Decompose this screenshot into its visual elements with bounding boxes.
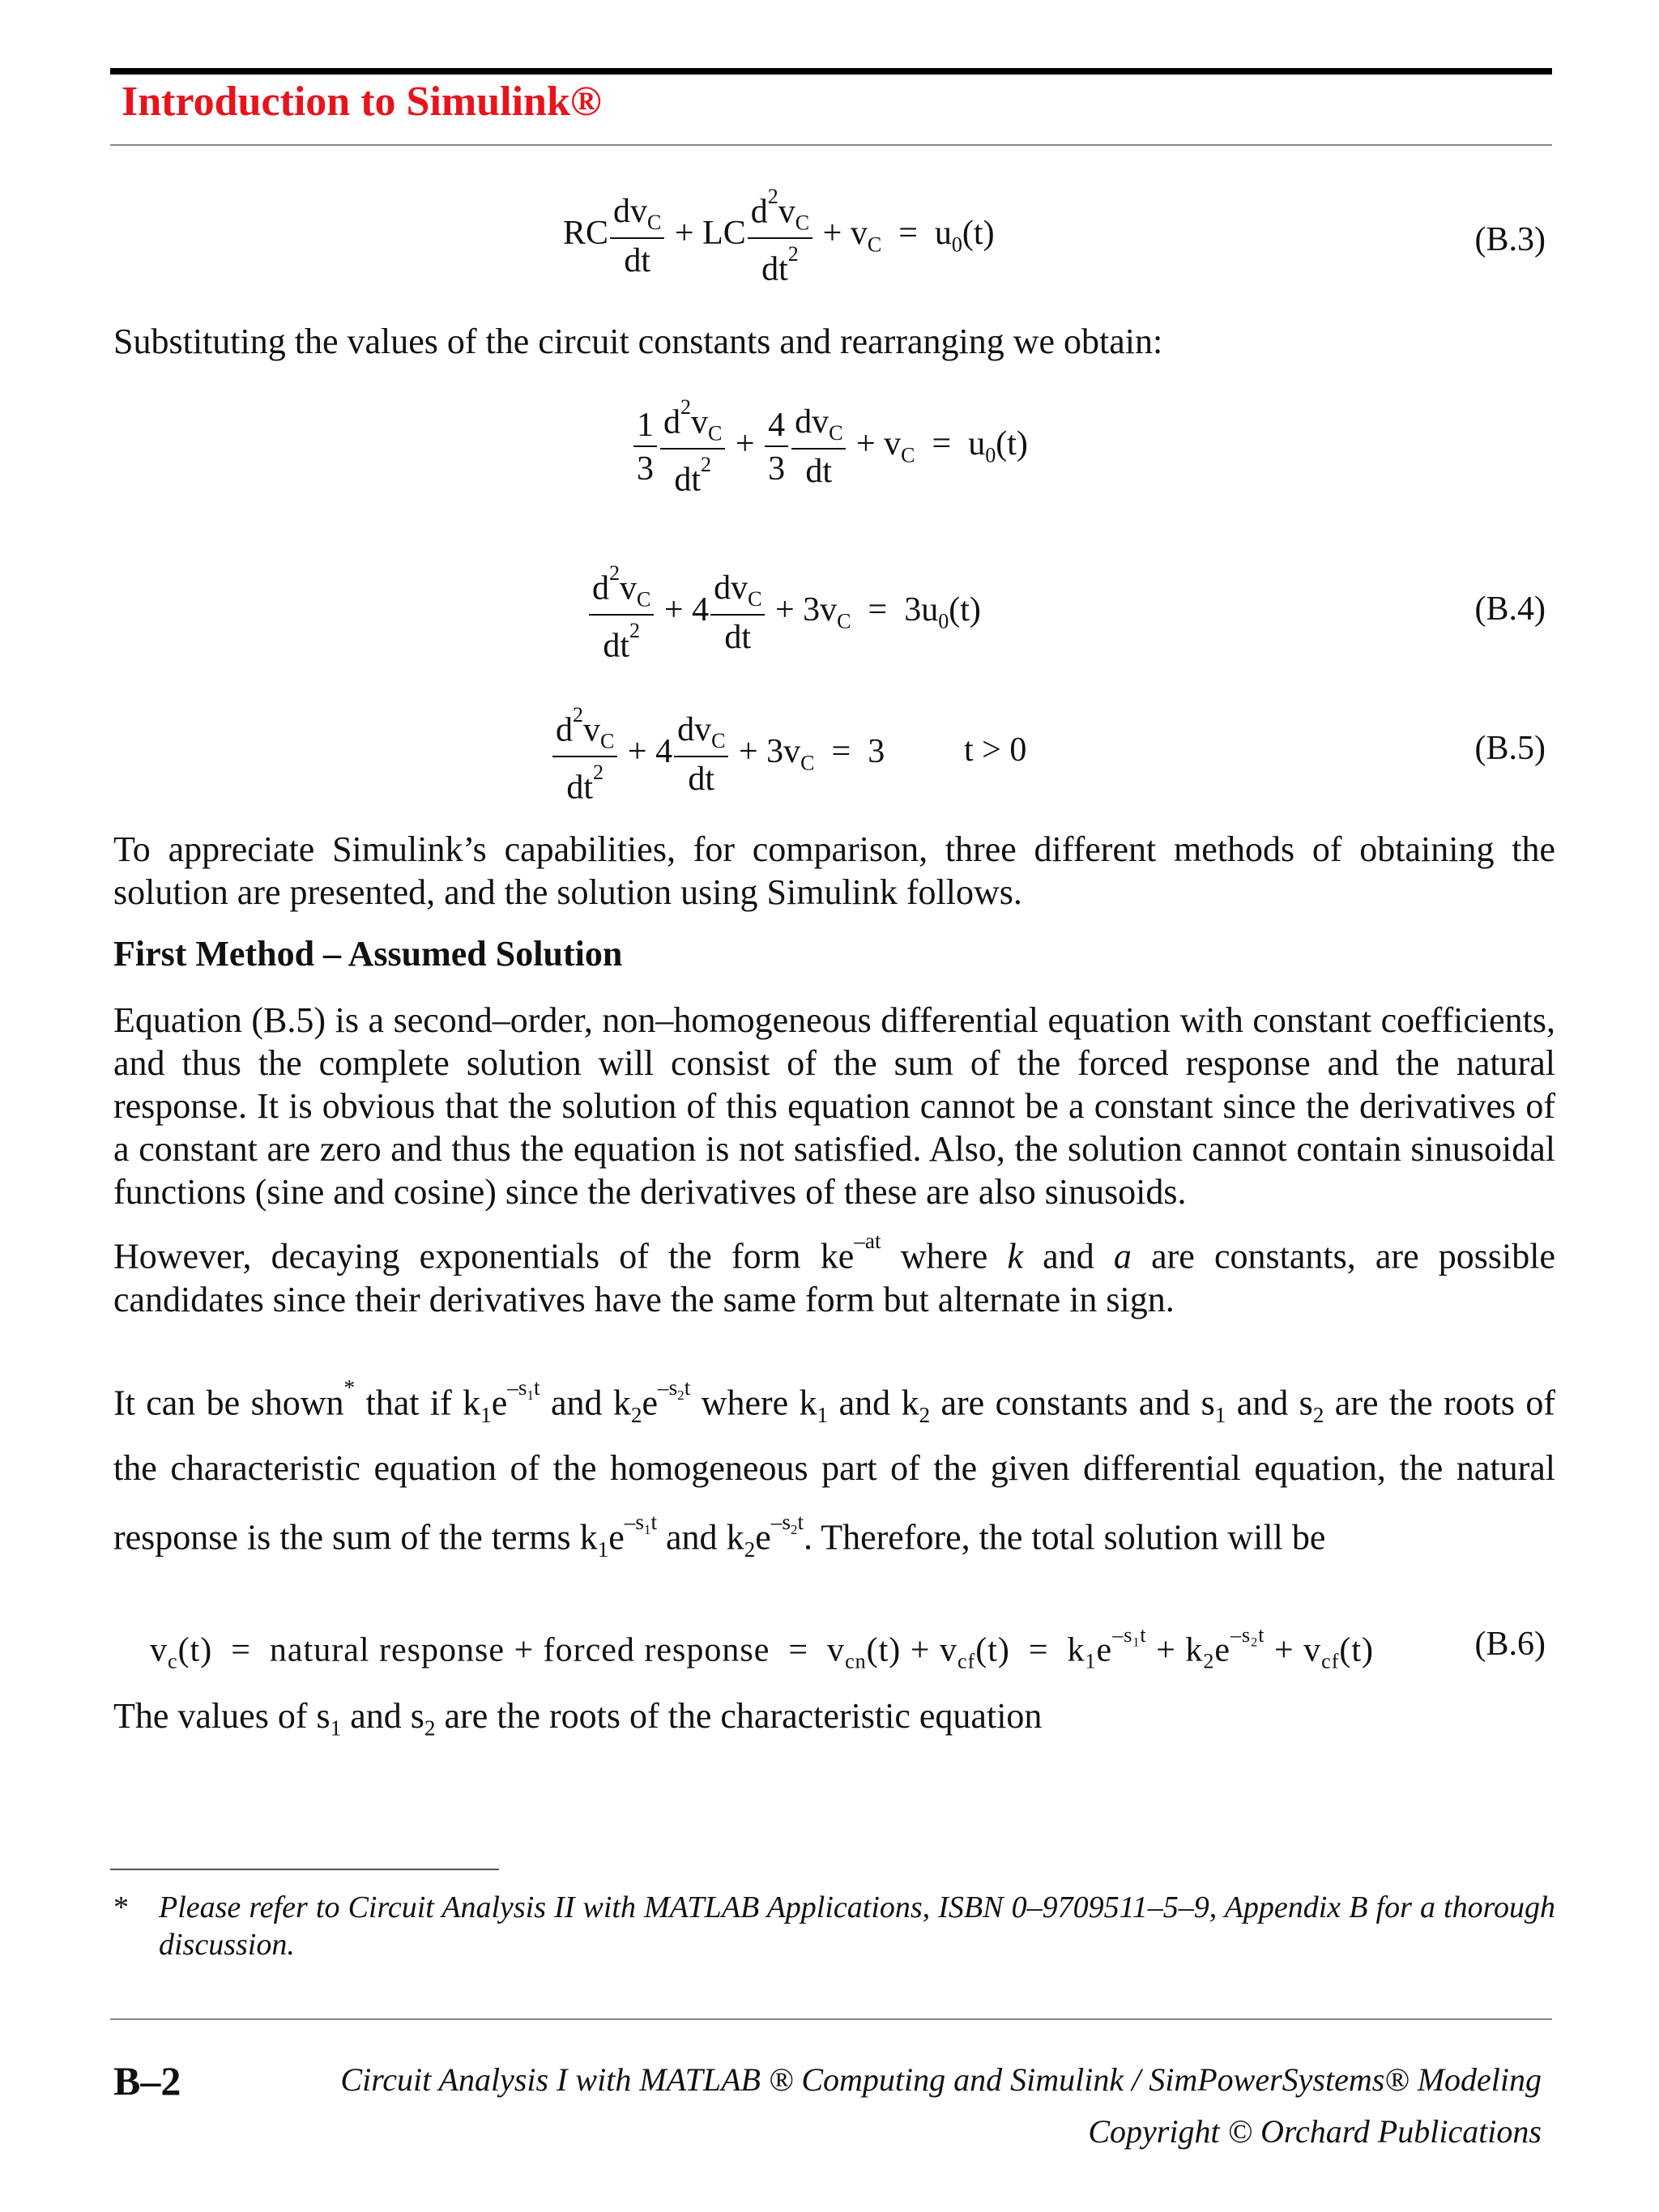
footnote-marker: * <box>113 1890 129 1924</box>
equation-b4: $\frac{d^2v_C}{dt^2}$ + 4 $\frac{dv_C}{dt}$ + $3v_C = 3u_0(t)$ <box>587 563 981 663</box>
equation-b3: RC $\frac{dv_C}{dt}$ + LC $\frac{d^2v_C}{dt^2}$ + $v_C = u_0(t)$ <box>563 185 995 288</box>
page-number: B–2 <box>113 2058 181 2103</box>
equation-b5: $\frac{d^2v_C}{dt^2}$ + 4 $\frac{dv_C}{dt}$ + $3v_C = 3$ <box>551 705 885 804</box>
paragraph-equation-b5-text: Equation (B.5) is a second–order, non–homogeneous differential equation with constant coefficients, and thus the complete solution will consist of the sum of the forced response and the natural response. It is obvious that the solution of this equation cannot be a constant since the derivatives of a constant are zero and thus the equation is not satisfied. Also, the solution cannot contain sinusoidal functions (sine and cosine) since the derivatives of these are also sinusoids. <box>113 1000 1555 1212</box>
paragraph-values: The values of $s_1$ and $s_2$ are the roots of the characteristic equation <box>113 1696 1043 1741</box>
footer-rule <box>110 2018 1552 2020</box>
equation-number-b5: (B.5) <box>1474 730 1546 767</box>
top-rule <box>110 68 1552 75</box>
paragraph-however: However, decaying exponentials of the form $ke^{-at}$ where k and a are constants, are possible candidates since their derivatives have the same form but alternate in sign. <box>113 1229 1556 1319</box>
footnote <box>113 1889 1555 1963</box>
equation-number-b3: (B.3) <box>1474 221 1546 258</box>
paragraph-natural-response: It can be shown* that if $k_1e^{-s_1t}$ and $k_2e^{-s_2t}$ where $k_1$ and $k_2$ are constants and $s_1$ and $s_2$ are the roots of the characteristic equation of the homogeneous part of the given differential equation, the natural response is the sum of the terms $k_1e^{-s_1t}$ and $k_2e^{-s_2t}$. Therefore, the total solution will be <box>113 1375 1556 1562</box>
chapter-title: Introduction to Simulink® <box>122 79 602 125</box>
equation-rearranged: $\frac{1}{3}$ $\frac{d^2v_C}{dt^2}$ + $\frac{4}{3}$ $\frac{dv_C}{dt}$ + $v_C = u_0(t)$ <box>632 397 1028 497</box>
footnote-rule <box>110 1869 499 1870</box>
paragraph-equation-b5 <box>113 999 1555 1321</box>
section-heading: First Method – Assumed Solution <box>113 934 623 974</box>
equation-b6: $v_c(t)$ = natural response + forced response = $v_{cn}(t) + v_{cf}(t) = k_1e^{-s_1t} + k_2e^{-s_2t} + v_{cf}(t)$ <box>150 1623 1375 1673</box>
footnote-text: Please refer to Circuit Analysis II with MATLAB Applications, ISBN 0–9709511–5–9, Appendix B for a thorough discussion. <box>159 1890 1555 1962</box>
equation-number-b6: (B.6) <box>1474 1626 1546 1663</box>
copyright: Copyright © Orchard Publications <box>1088 2113 1542 2150</box>
paragraph-substituting: Substituting the values of the circuit constants and rearranging we obtain: <box>113 322 1163 361</box>
paragraph-appreciate: To appreciate Simulink’s capabilities, for comparison, three different methods of obtaining the solution are presented, and the solution using Simulink follows. <box>113 829 1555 912</box>
equation-number-b4: (B.4) <box>1474 590 1546 628</box>
book-title: Circuit Analysis I with MATLAB ® Computing and Simulink / SimPowerSystems® Modeling <box>340 2061 1542 2098</box>
header-divider <box>110 144 1552 146</box>
equation-b5-condition: t > 0 <box>964 731 1027 769</box>
